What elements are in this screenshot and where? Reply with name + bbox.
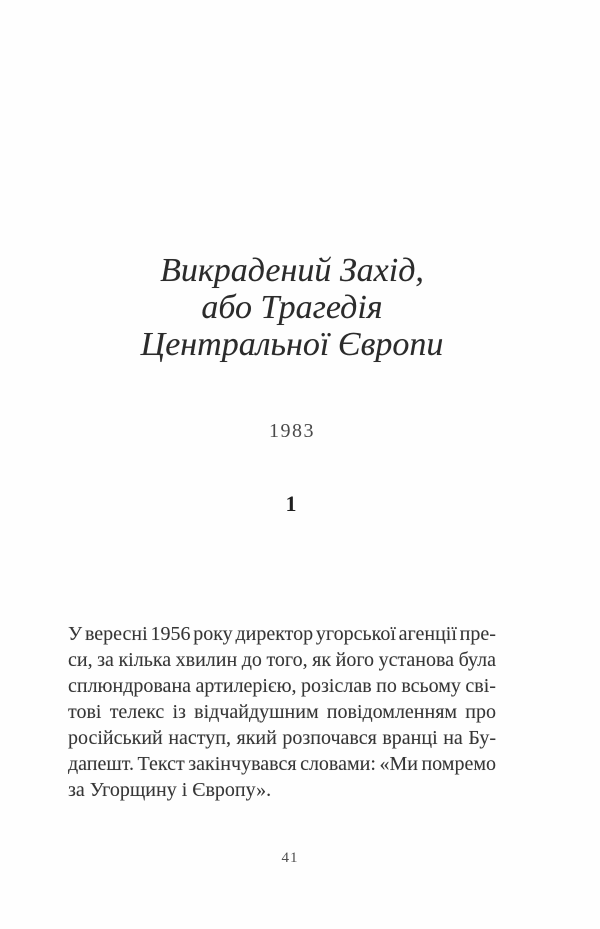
body-line: си, за кілька хвилин до того, як його установа була [68,649,496,671]
chapter-title-line: Центральної Європи [140,326,444,363]
body-line: російський наступ, який розпочався вранці на Бу- [68,727,496,749]
chapter-title-line: Викрадений Захід, [160,252,424,289]
body-line: сплюндрована артилерією, розіслав по всьому сві- [68,675,496,697]
body-line: дапешт. Текст закінчувався словами: «Ми помремо [68,753,496,775]
body-line: У вересні 1956 року директор угорської агенції пре- [68,623,496,645]
body-line: тові телекс із відчайдушним повідомленням про [68,701,496,723]
body-paragraph [68,621,496,803]
publication-year: 1983 [269,420,315,442]
section-number: 1 [285,491,297,516]
body-line-last: за Угорщину і Європу». [68,779,272,801]
chapter-title-line: або Трагедія [201,289,383,326]
page-number: 41 [281,850,299,866]
chapter-title [0,252,584,363]
